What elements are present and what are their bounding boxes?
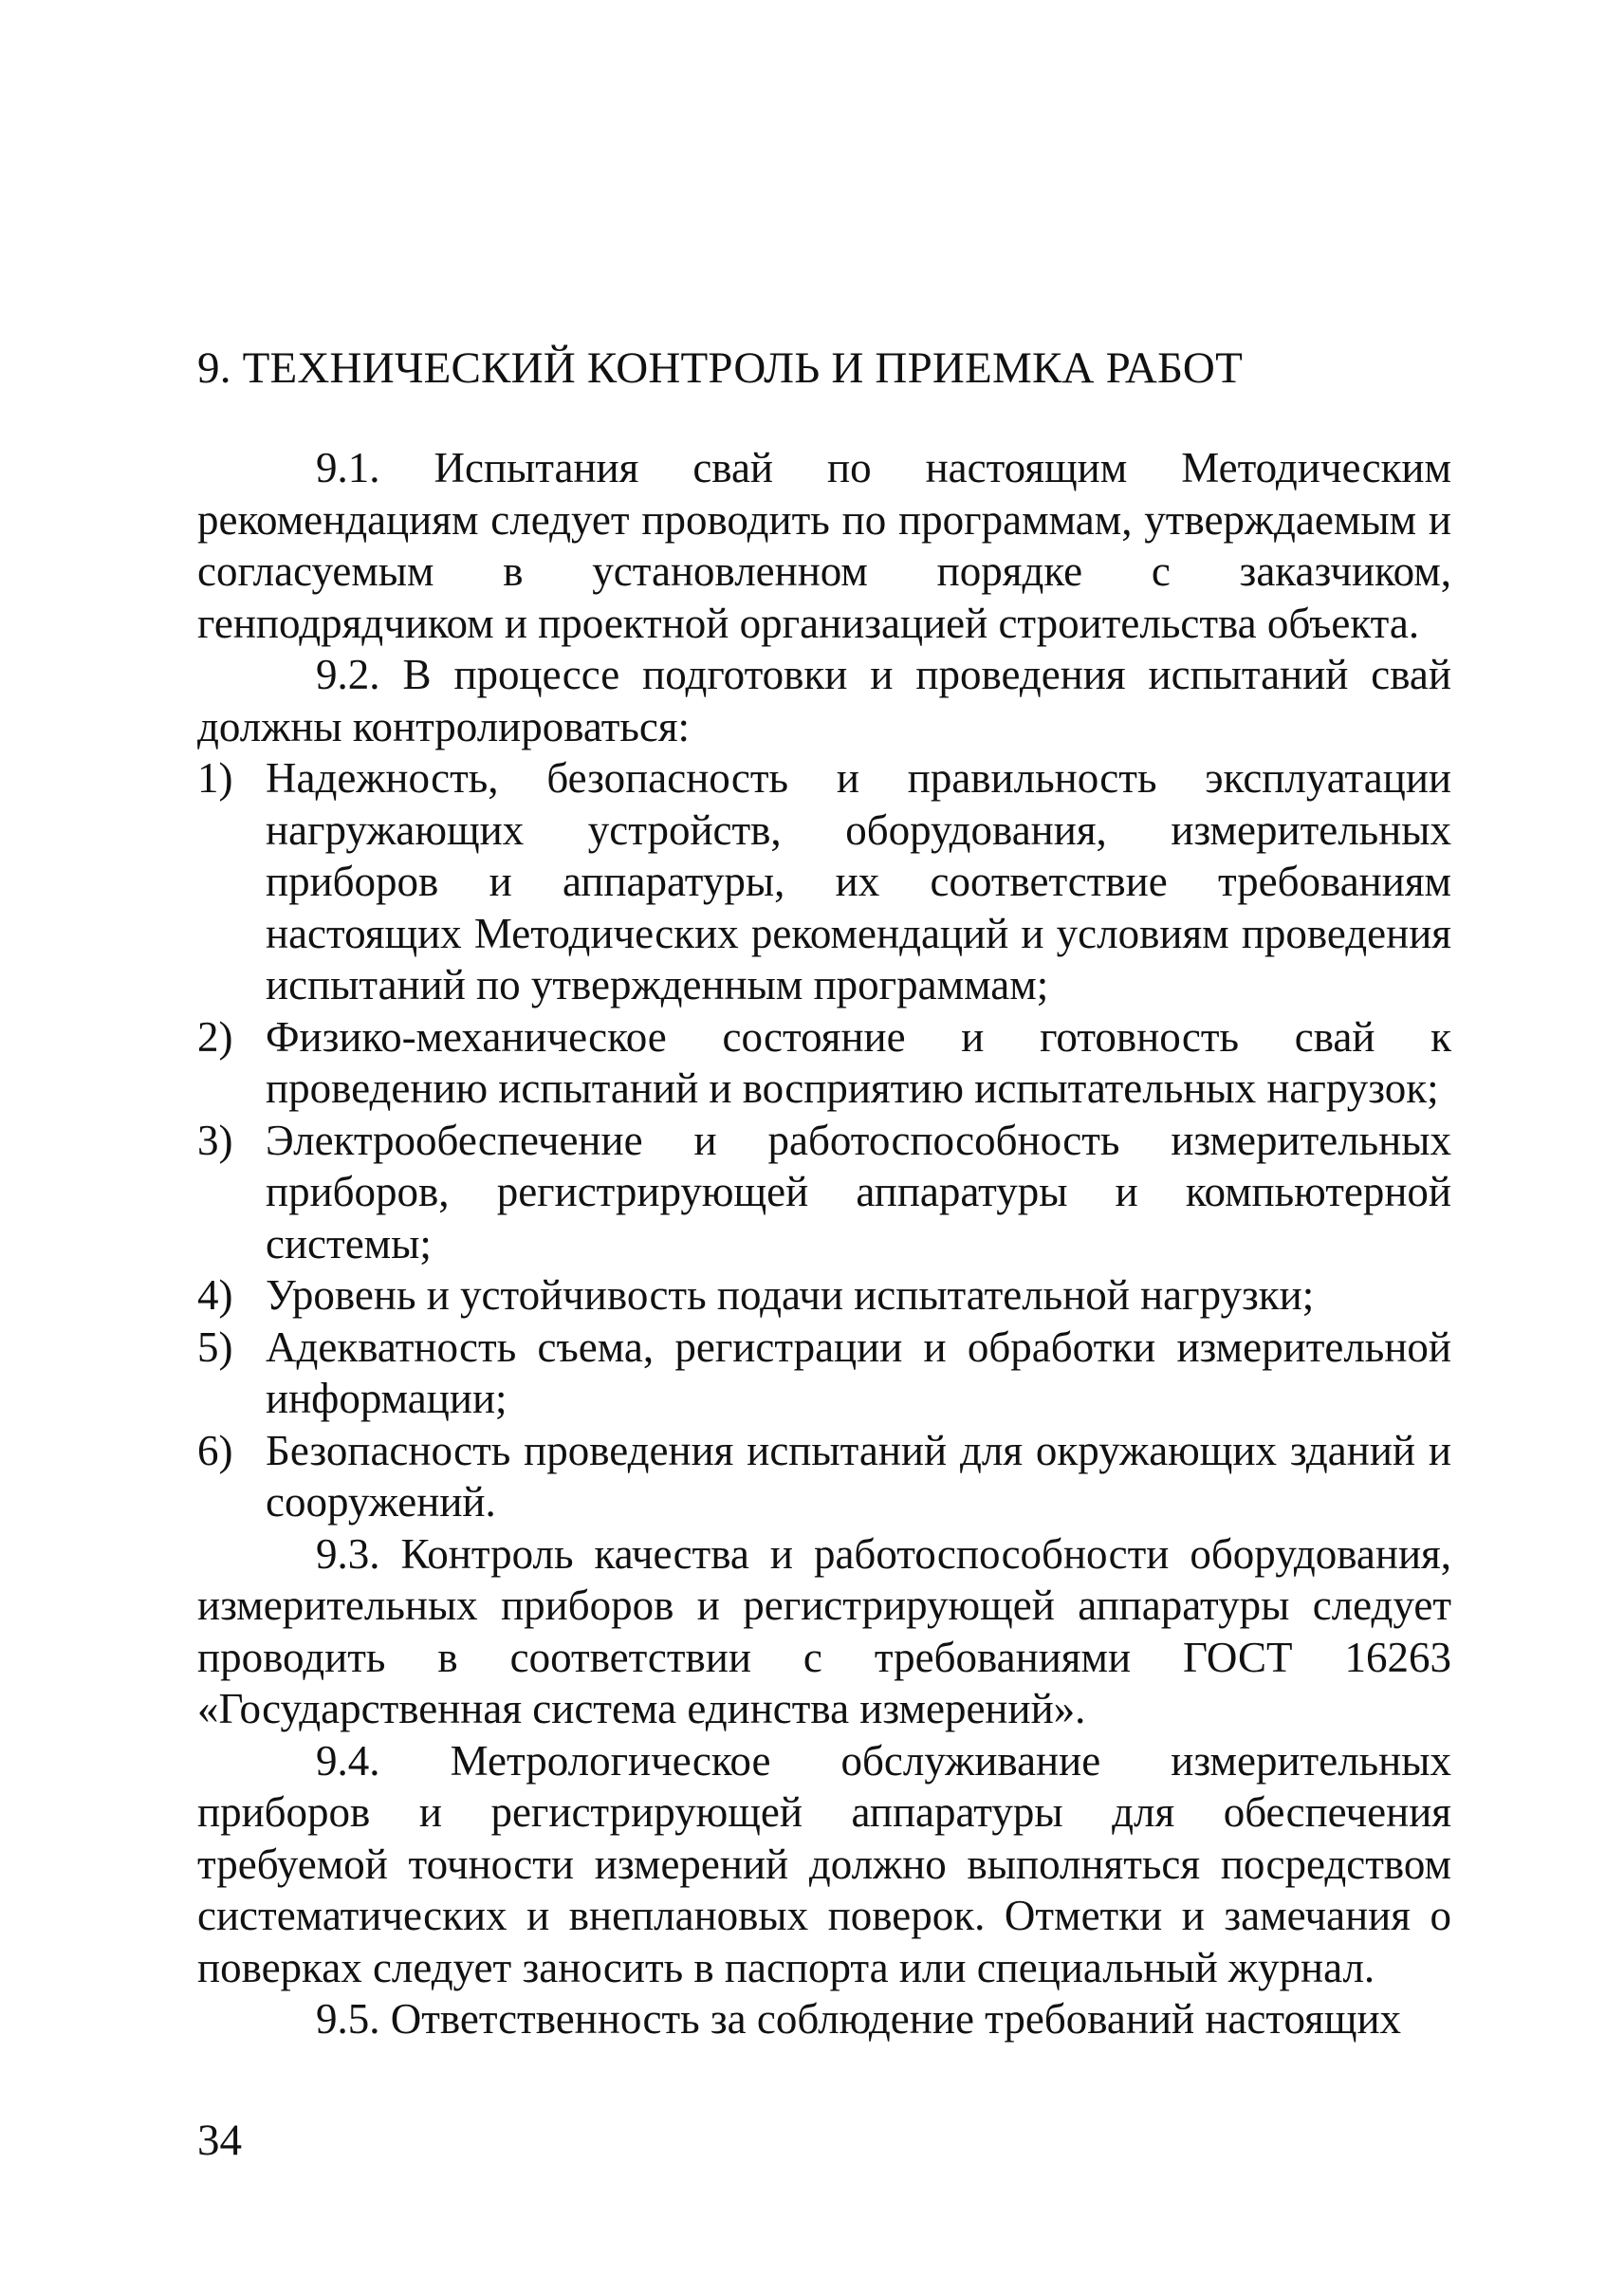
page-number: 34 (197, 2116, 242, 2165)
section-heading: 9. ТЕХНИЧЕСКИЙ КОНТРОЛЬ И ПРИЕМКА РАБОТ (197, 343, 1243, 393)
paragraph-9-5: 9.5. Ответственность за соблюдение требований настоящих (316, 1995, 1402, 2043)
list-item (197, 1115, 1451, 1270)
paragraph-9-4: 9.4. Метрологическое обслуживание измерительных приборов и регистрирующей аппаратуры для обеспечения требуемой точности измерений должно выполняться посредством систематических и внеплановых поверок. Отметки и замечания о поверках следует заносить в паспорта или специальный журнал. (197, 1736, 1451, 1991)
list-item-text: Адекватность съема, регистрации и обработки измерительной информации; (266, 1323, 1451, 1422)
control-list (197, 752, 1451, 1528)
list-item-number: 2) (197, 1012, 233, 1061)
list-item-number: 1) (197, 754, 233, 802)
list-item (197, 1425, 1451, 1528)
list-item-text: Физико-механическое состояние и готовность свай к проведению испытаний и восприятию испытательных нагрузок; (266, 1012, 1451, 1112)
paragraph-9-2: 9.2. В процессе подготовки и проведения испытаний свай должны контролироваться: (197, 651, 1451, 750)
list-item-number: 4) (197, 1271, 233, 1319)
list-item-text: Надежность, безопасность и правильность эксплуатации нагружающих устройств, оборудования, измерительных приборов и аппаратуры, их соответствие требованиям настоящих Методических рекомендаций и условиям проведения испытаний по утвержденным программам; (266, 754, 1451, 1008)
section-body (197, 442, 1451, 2045)
list-item (197, 752, 1451, 1011)
list-item (197, 1269, 1451, 1322)
list-item-text: Безопасность проведения испытаний для окружающих зданий и сооружений. (266, 1426, 1451, 1526)
list-item-number: 3) (197, 1116, 233, 1164)
list-item-text: Уровень и устойчивость подачи испытательной нагрузки; (266, 1271, 1315, 1319)
list-item-number: 5) (197, 1323, 233, 1371)
list-item-number: 6) (197, 1426, 233, 1474)
paragraph-9-3: 9.3. Контроль качества и работоспособности оборудования, измерительных приборов и регистрирующей аппаратуры следует проводить в соответствии с требованиями ГОСТ 16263 «Государственная система единства измерений». (197, 1529, 1451, 1732)
paragraph-9-1: 9.1. Испытания свай по настоящим Методическим рекомендациям следует проводить по программам, утверждаемым и согласуемым в установленном порядке с заказчиком, генподрядчиком и проектной организацией строительства объекта. (197, 444, 1451, 647)
list-item (197, 1322, 1451, 1425)
list-item-text: Электрообеспечение и работоспособность измерительных приборов, регистрирующей аппаратуры и компьютерной системы; (266, 1116, 1451, 1267)
list-item (197, 1011, 1451, 1115)
